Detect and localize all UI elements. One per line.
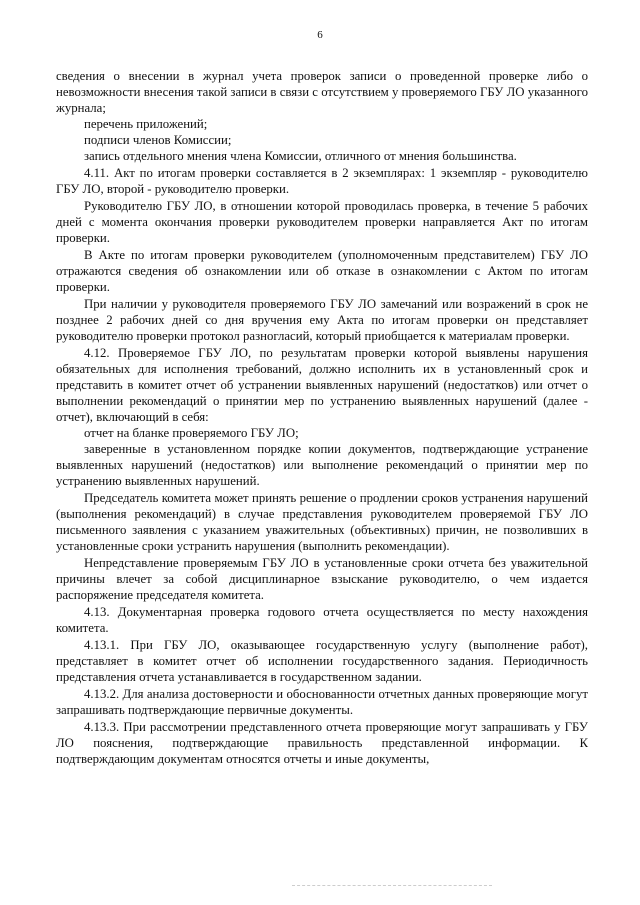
paragraph: 4.11. Акт по итогам проверки составляется в 2 экземплярах: 1 экземпляр - руководителю ГБУ ЛО, второй - руководителю проверки. bbox=[56, 166, 588, 196]
paragraph: При наличии у руководителя проверяемого ГБУ ЛО замечаний или возражений в срок не позднее 2 рабочих дней со дня вручения ему Акта по итогам проверки он представляет руководителю проверки протокол разногласий, который приобщается к материалам проверки. bbox=[56, 297, 588, 343]
paragraph: заверенные в установленном порядке копии документов, подтверждающие устранение выявленных нарушений (недостатков) или выполнение рекомендаций о принятии мер по устранению выявленных нарушений. bbox=[56, 442, 588, 488]
document-body bbox=[56, 68, 588, 767]
paragraph: запись отдельного мнения члена Комиссии, отличного от мнения большинства. bbox=[84, 149, 517, 163]
scan-edge-line bbox=[292, 885, 492, 886]
page-number: 6 bbox=[317, 29, 323, 41]
paragraph: подписи членов Комиссии; bbox=[84, 133, 232, 147]
paragraph: Руководителю ГБУ ЛО, в отношении которой проводилась проверка, в течение 5 рабочих дней с момента окончания проверки руководителем проверки направляется Акт по итогам проверки. bbox=[56, 199, 588, 245]
paragraph: сведения о внесении в журнал учета проверок записи о проведенной проверке либо о невозможности внесения такой записи в связи с отсутствием у проверяемого ГБУ ЛО указанного журнала; bbox=[56, 69, 588, 115]
paragraph: отчет на бланке проверяемого ГБУ ЛО; bbox=[84, 426, 299, 440]
paragraph: перечень приложений; bbox=[84, 117, 208, 131]
paragraph: Председатель комитета может принять решение о продлении сроков устранения нарушений (выполнения рекомендаций) в случае представления руководителем проверяемой ГБУ ЛО письменного заявления с указанием уважительных (объективных) причин, не позволивших в установленные сроки устранить нарушения (выполнить рекомендации). bbox=[56, 491, 588, 553]
paragraph: 4.13.1. При ГБУ ЛО, оказывающее государственную услугу (выполнение работ), представляет в комитет отчет об исполнении государственного задания. Периодичность представления отчета устанавливается в государственном задании. bbox=[56, 638, 588, 684]
paragraph: 4.13.3. При рассмотрении представленного отчета проверяющие могут запрашивать у ГБУ ЛО пояснения, подтверждающие правильность представленной информации. К подтверждающим документам относятся отчеты и иные документы, bbox=[56, 720, 588, 766]
paragraph: Непредставление проверяемым ГБУ ЛО в установленные сроки отчета без уважительной причины влечет за собой дисциплинарное взыскание руководителю, о чем издается распоряжение председателя комитета. bbox=[56, 556, 588, 602]
paragraph: 4.13. Документарная проверка годового отчета осуществляется по месту нахождения комитета. bbox=[56, 605, 588, 635]
paragraph: В Акте по итогам проверки руководителем (уполномоченным представителем) ГБУ ЛО отражаются сведения об ознакомлении или об отказе в ознакомлении с Актом по итогам проверки. bbox=[56, 248, 588, 294]
paragraph: 4.12. Проверяемое ГБУ ЛО, по результатам проверки которой выявлены нарушения обязательных для исполнения требований, должно исполнить их в установленный срок и представить в комитет отчет об устранении выявленных нарушений (недостатков) или отчет о выполнении рекомендаций о принятии мер по устранению выявленных нарушений (далее - отчет), включающий в себя: bbox=[56, 346, 588, 424]
paragraph: 4.13.2. Для анализа достоверности и обоснованности отчетных данных проверяющие могут запрашивать подтверждающие первичные документы. bbox=[56, 687, 588, 717]
